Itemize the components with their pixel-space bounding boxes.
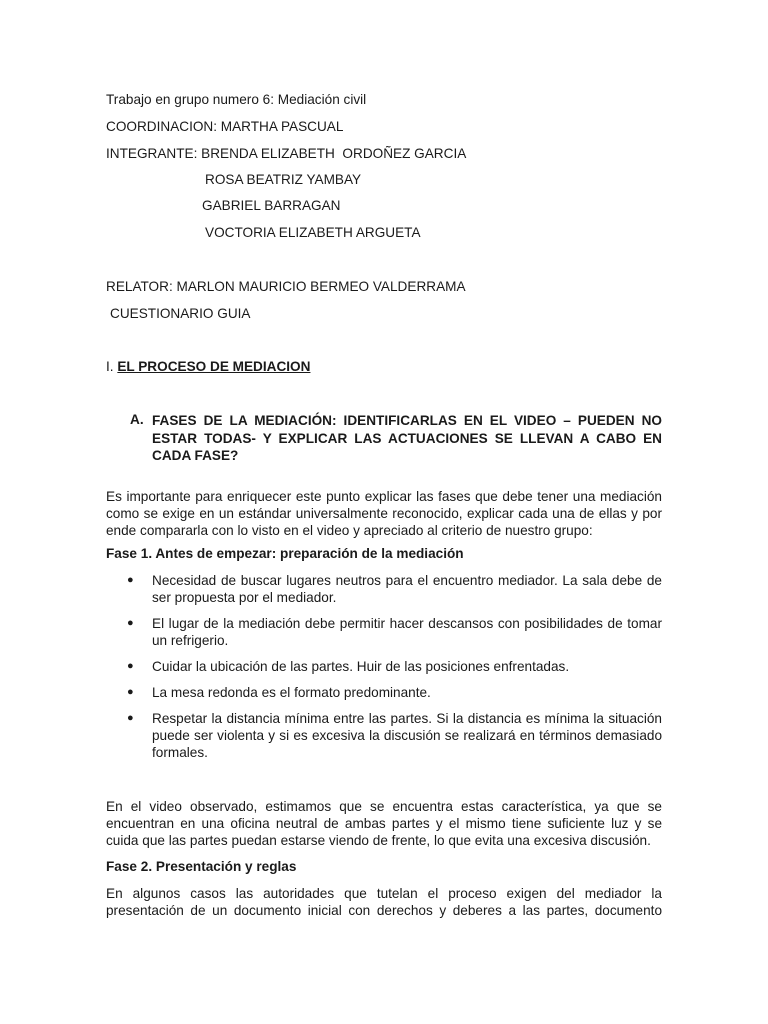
member-line: ROSA BEATRIZ YAMBAY [205, 172, 362, 187]
list-marker: A. [130, 412, 144, 427]
list-item [127, 572, 662, 606]
list-item [127, 615, 662, 649]
bullet-icon: ● [127, 574, 134, 586]
bullet-icon: ● [127, 660, 134, 672]
bullet-icon: ● [127, 686, 134, 698]
list-item-text: El lugar de la mediación debe permitir hacer descansos con posibilidades de tomar un refrigerio. [152, 616, 662, 648]
list-item [127, 658, 662, 675]
list-item-text: Cuidar la ubicación de las partes. Huir de las posiciones enfrentadas. [152, 659, 570, 674]
cuestionario-line: CUESTIONARIO GUIA [110, 306, 251, 321]
list-item-text: Necesidad de buscar lugares neutros para el encuentro mediador. La sala debe de ser propuesta por el mediador. [152, 573, 662, 605]
bullet-icon: ● [127, 712, 134, 724]
list-item-text: Respetar la distancia mínima entre las partes. Si la distancia es mínima la situación puede ser violenta y si es excesiva la discusión se realizará en términos demasiado formales. [152, 711, 662, 760]
observation-paragraph: En el video observado, estimamos que se encuentra estas característica, ya que se encuentran en una oficina neutral de ambas partes y el mismo tiene suficiente luz y se cuida que las partes puedan estarse viendo de frente, lo que evita una excesiva discusión. [106, 799, 662, 848]
fase1-bullet-list [127, 572, 662, 770]
fase2-heading: Fase 2. Presentación y reglas [106, 859, 297, 874]
coordinacion-line: COORDINACION: MARTHA PASCUAL [106, 119, 344, 134]
list-item [127, 710, 662, 761]
intro-paragraph: Es importante para enriquecer este punto explicar las fases que debe tener una mediación como se exige en un estándar universalmente reconocido, explicar cada una de ellas y por ende compararla con lo visto en el video y apreciado al criterio de nuestro grupo: [106, 489, 662, 538]
section-number: I. [106, 359, 118, 374]
question-text: FASES DE LA MEDIACIÓN: IDENTIFICARLAS EN EL VIDEO – PUEDEN NO ESTAR TODAS- Y EXPLICAR LAS ACTUACIONES SE LLEVAN A CABO EN CADA FASE? [152, 413, 662, 463]
member-line: GABRIEL BARRAGAN [202, 198, 341, 213]
list-item [127, 684, 662, 701]
member-line: VOCTORIA ELIZABETH ARGUETA [205, 225, 421, 240]
relator-line: RELATOR: MARLON MAURICIO BERMEO VALDERRAMA [106, 279, 466, 294]
integrante-line: INTEGRANTE: BRENDA ELIZABETH ORDOÑEZ GARCIA [106, 146, 467, 161]
bullet-icon: ● [127, 617, 134, 629]
section-title: EL PROCESO DE MEDIACION [117, 359, 311, 374]
fase1-heading: Fase 1. Antes de empezar: preparación de la mediación [106, 546, 464, 561]
fase2-paragraph: En algunos casos las autoridades que tutelan el proceso exigen del mediador la presentación de un documento inicial con derechos y deberes a las partes, documento [106, 886, 662, 918]
document-title: Trabajo en grupo numero 6: Mediación civil [106, 92, 367, 107]
list-item-text: La mesa redonda es el formato predominante. [152, 685, 431, 700]
section-heading [106, 359, 310, 375]
question-item-a [130, 412, 662, 465]
